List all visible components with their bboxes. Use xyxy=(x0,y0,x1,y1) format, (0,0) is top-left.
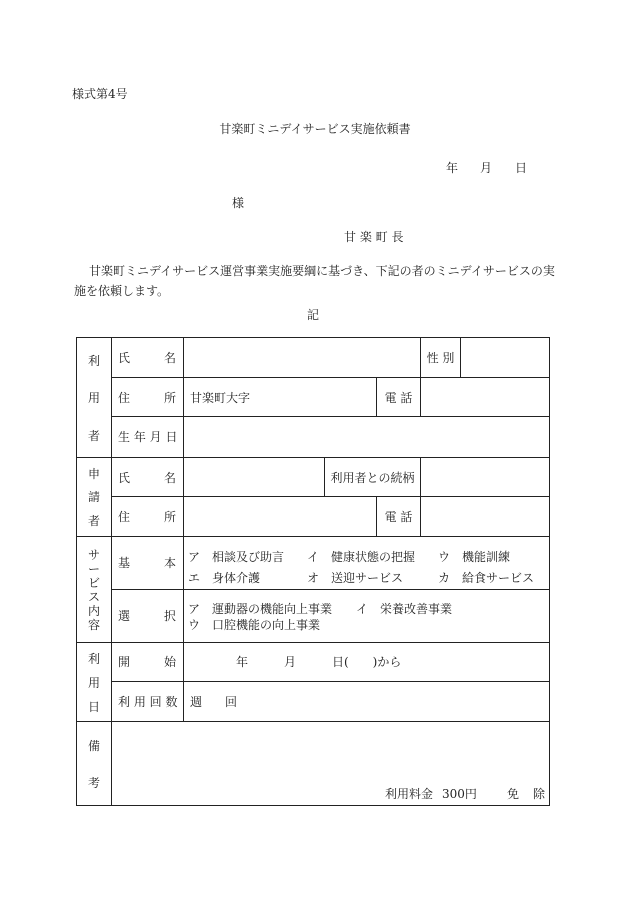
section-service-content: サ ー ビ ス 内 容 xyxy=(87,548,100,632)
section-remarks: 備 考 xyxy=(87,739,100,790)
basic-option-i: イ 健康状態の把握 xyxy=(307,550,416,564)
gender-label: 性 別 xyxy=(426,350,455,365)
form-number: 様式第4号 xyxy=(72,87,128,101)
applicant-phone-field[interactable] xyxy=(422,496,548,537)
basic-option-a: ア 相談及び助言 xyxy=(188,550,285,564)
applicant-phone-label: 電 話 xyxy=(384,510,413,524)
date-month: 月 xyxy=(480,161,493,175)
body-line-2: 施を依頼します。 xyxy=(74,284,170,298)
section-applicant: 申 請 者 xyxy=(87,467,100,528)
basic-label: 基 本 xyxy=(118,556,176,570)
frequency-times: 回 xyxy=(225,694,238,709)
user-name-field[interactable] xyxy=(190,337,418,377)
ki: 記 xyxy=(307,308,320,322)
select-option-line-1: ア 運動器の機能向上事業 イ 栄養改善事業 xyxy=(188,602,453,616)
fee-label: 利用料金 xyxy=(385,787,434,801)
frequency-week: 週 xyxy=(190,694,203,709)
fee-value: 300円 xyxy=(442,787,477,801)
start-date-field[interactable]: 年 月 日( )から xyxy=(236,655,402,669)
basic-option-ka: カ 給食サービス xyxy=(438,571,535,585)
applicant-name-label: 氏 名 xyxy=(118,470,176,485)
birthdate-field[interactable] xyxy=(190,416,546,457)
gender-field[interactable] xyxy=(462,337,548,377)
relationship-field[interactable] xyxy=(422,457,548,497)
applicant-address-label: 住 所 xyxy=(118,510,176,524)
form-title: 甘楽町ミニデイサービス実施依頼書 xyxy=(219,122,411,136)
relationship-label: 利用者との続柄 xyxy=(330,470,415,485)
birthdate-label: 生 年 月 日 xyxy=(118,430,178,444)
section-user: 利 用 者 xyxy=(87,354,100,443)
start-label: 開 始 xyxy=(118,655,176,669)
issuer: 甘 楽 町 長 xyxy=(344,230,404,244)
date-day: 日 xyxy=(515,161,528,175)
user-phone-field[interactable] xyxy=(422,377,548,417)
applicant-address-field[interactable] xyxy=(190,496,374,537)
date-year: 年 xyxy=(446,161,459,175)
applicant-name-field[interactable] xyxy=(190,457,322,497)
user-address-field[interactable]: 甘楽町大字 xyxy=(190,390,251,405)
basic-option-o: オ 送迎サービス xyxy=(307,571,404,585)
select-option-line-2: ウ 口腔機能の向上事業 xyxy=(188,618,321,632)
basic-option-e: エ 身体介護 xyxy=(188,571,261,585)
remarks-field[interactable] xyxy=(112,722,548,780)
exemption-label: 免 除 xyxy=(507,787,545,801)
basic-option-u: ウ 機能訓練 xyxy=(438,550,511,564)
frequency-label: 利 用 回 数 xyxy=(118,694,178,709)
user-phone-label: 電 話 xyxy=(384,390,413,405)
section-use-day: 利 用 日 xyxy=(87,651,100,714)
addressee-suffix: 様 xyxy=(232,196,245,210)
user-address-label: 住 所 xyxy=(118,390,176,405)
user-name-label: 氏 名 xyxy=(118,350,176,365)
select-label: 選 択 xyxy=(118,609,176,623)
body-line-1: 甘楽町ミニデイサービス運営事業実施要綱に基づき、下記の者のミニデイサービスの実 xyxy=(89,264,555,278)
